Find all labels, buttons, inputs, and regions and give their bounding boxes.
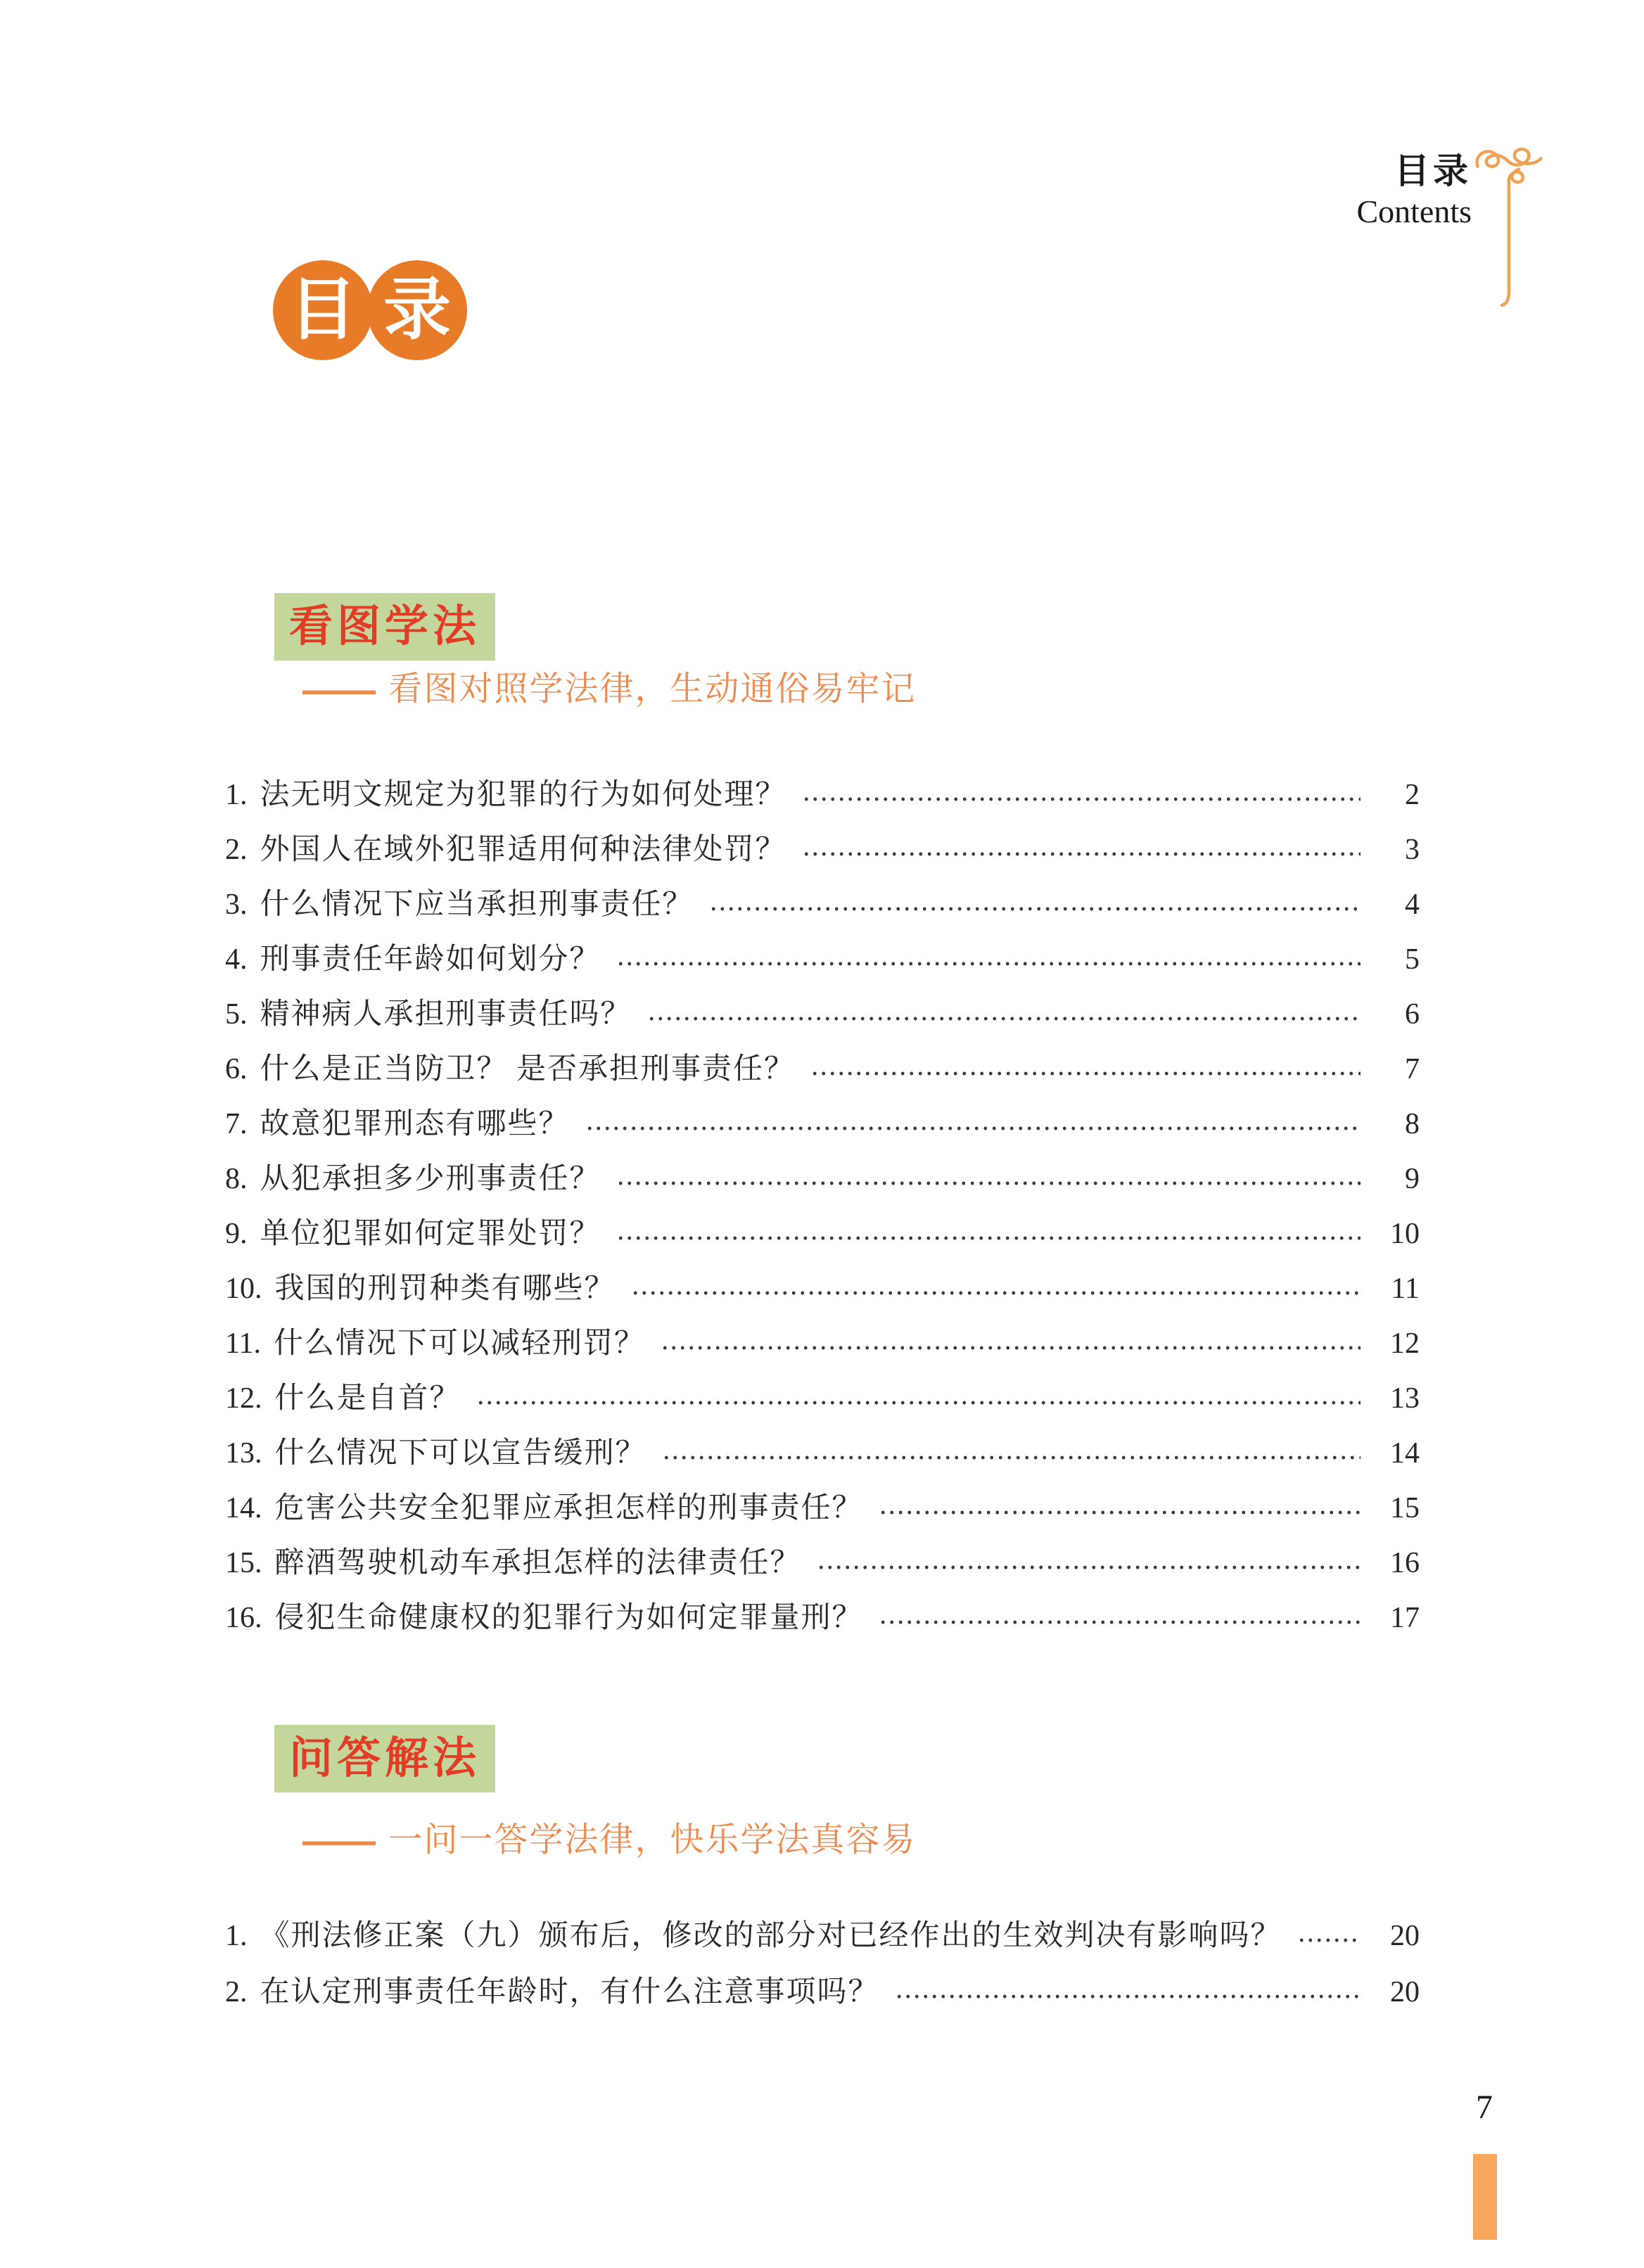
dot-leader <box>879 1508 1361 1517</box>
entry-number: 3. <box>225 888 248 921</box>
entry-title: 什么情况下应当承担刑事责任？ <box>260 888 694 921</box>
entry-page-number: 6 <box>1405 998 1420 1031</box>
toc-entry <box>225 877 1420 932</box>
entry-title: 我国的刑罚种类有哪些？ <box>274 1272 616 1305</box>
toc-entry <box>225 932 1420 987</box>
section-1-subtitle: 看图对照学法律，生动通俗易牢记 <box>388 670 917 708</box>
entry-number: 6. <box>225 1052 248 1085</box>
folio-bar <box>1473 2154 1497 2240</box>
dot-leader <box>802 794 1361 804</box>
dot-leader <box>616 959 1361 969</box>
entry-page-number: 17 <box>1390 1601 1420 1634</box>
section-2-heading-box <box>274 1725 495 1792</box>
toc-entry <box>225 1042 1420 1097</box>
section-1-heading-box <box>274 593 495 661</box>
entry-number: 2. <box>225 1975 248 2008</box>
entry-title: 危害公共安全犯罪应承担怎样的刑事责任？ <box>274 1491 863 1524</box>
entry-number: 9. <box>225 1217 248 1250</box>
toc-entry <box>225 1316 1420 1371</box>
badge-char-2: 录 <box>383 272 451 348</box>
entry-number: 8. <box>225 1162 248 1195</box>
entry-title: 什么是正当防卫？ 是否承担刑事责任？ <box>260 1052 796 1085</box>
dot-leader <box>817 1562 1361 1572</box>
section-1-subtitle-row <box>302 668 916 711</box>
entry-page-number: 7 <box>1405 1052 1420 1085</box>
corner-title-zh: 目录 <box>1394 151 1472 191</box>
toc-entry <box>225 822 1420 877</box>
entry-title: 什么是自首？ <box>274 1382 461 1415</box>
toc-entry <box>225 1426 1420 1481</box>
entry-page-number: 3 <box>1405 833 1420 866</box>
entry-page-number: 20 <box>1390 1975 1420 2008</box>
entry-number: 4. <box>225 943 248 976</box>
entry-title: 法无明文规定为犯罪的行为如何处理？ <box>260 778 786 811</box>
entry-title: 醉酒驾驶机动车承担怎样的法律责任？ <box>274 1546 801 1579</box>
entry-title: 外国人在域外犯罪适用何种法律处罚？ <box>260 833 786 866</box>
toc-entry <box>225 1964 1420 2020</box>
entry-page-number: 15 <box>1390 1491 1420 1524</box>
entry-title: 什么情况下可以宣告缓刑？ <box>274 1436 646 1470</box>
entry-title: 从犯承担多少刑事责任？ <box>260 1162 601 1195</box>
toc-entry <box>225 1097 1420 1152</box>
dot-leader <box>709 904 1361 914</box>
dot-leader <box>802 849 1361 859</box>
entry-page-number: 9 <box>1405 1162 1420 1195</box>
section-2-subtitle: 一问一答学法律，快乐学法真容易 <box>388 1821 917 1859</box>
entry-title: 故意犯罪刑态有哪些？ <box>260 1107 570 1140</box>
toc-entry <box>225 1261 1420 1316</box>
dot-leader <box>631 1288 1361 1298</box>
entry-page-number: 14 <box>1390 1436 1420 1470</box>
entry-title: 什么情况下可以减轻刑罚？ <box>273 1327 645 1360</box>
entry-number: 1. <box>225 778 248 811</box>
dot-leader <box>662 1453 1361 1463</box>
folio-number: 7 <box>1476 2089 1493 2126</box>
entry-title: 在认定刑事责任年龄时，有什么注意事项吗？ <box>260 1975 879 2008</box>
badge-circle-1 <box>273 260 373 360</box>
toc-entry <box>225 1591 1420 1645</box>
entry-page-number: 2 <box>1405 778 1420 811</box>
entry-page-number: 10 <box>1390 1217 1420 1250</box>
dot-leader <box>879 1617 1361 1627</box>
toc-entry <box>225 1908 1420 1964</box>
entry-title: 刑事责任年龄如何划分？ <box>260 943 601 976</box>
dot-leader <box>616 1233 1361 1243</box>
toc-entry <box>225 1481 1420 1536</box>
flourish-icon <box>1474 141 1546 308</box>
dot-leader <box>585 1123 1361 1133</box>
corner-header <box>1356 153 1472 228</box>
entry-title: 侵犯生命健康权的犯罪行为如何定罪量刑？ <box>274 1601 863 1634</box>
entry-number: 15. <box>225 1546 262 1579</box>
entry-number: 13. <box>225 1436 262 1470</box>
entry-number: 5. <box>225 998 248 1031</box>
toc-entry <box>225 1152 1420 1206</box>
toc-entry <box>225 1371 1420 1426</box>
entry-page-number: 11 <box>1391 1272 1420 1305</box>
section-2-heading: 问答解法 <box>288 1734 480 1783</box>
entry-page-number: 20 <box>1390 1919 1420 1952</box>
toc-entry <box>225 1536 1420 1591</box>
section-1-entry-list <box>225 767 1420 1645</box>
entry-number: 12. <box>225 1382 262 1415</box>
entry-number: 11. <box>225 1327 261 1360</box>
entry-number: 10. <box>225 1272 262 1305</box>
entry-title: 精神病人承担刑事责任吗？ <box>260 998 632 1031</box>
entry-number: 7. <box>225 1107 248 1140</box>
section-1-heading: 看图学法 <box>288 602 480 651</box>
badge-char-1: 目 <box>289 272 357 348</box>
toc-badge <box>273 260 467 360</box>
subtitle-dash: —— <box>302 667 371 711</box>
dot-leader <box>661 1343 1361 1353</box>
dot-leader <box>616 1178 1361 1188</box>
entry-title: 单位犯罪如何定罪处罚？ <box>260 1217 601 1250</box>
dot-leader <box>476 1398 1361 1408</box>
entry-page-number: 12 <box>1390 1327 1420 1360</box>
entry-number: 2. <box>225 833 248 866</box>
subtitle-dash: —— <box>302 1818 371 1862</box>
entry-page-number: 5 <box>1405 943 1420 976</box>
dot-leader <box>810 1069 1361 1078</box>
toc-entry <box>225 987 1420 1042</box>
dot-leader <box>895 1992 1361 2001</box>
entry-page-number: 4 <box>1405 888 1420 921</box>
entry-page-number: 13 <box>1390 1382 1420 1415</box>
dot-leader <box>1297 1935 1361 1945</box>
toc-entry <box>225 767 1420 822</box>
dot-leader <box>647 1014 1361 1024</box>
badge-circle-2 <box>367 260 467 360</box>
section-2-subtitle-row <box>302 1819 916 1861</box>
toc-entry <box>225 1206 1420 1261</box>
entry-page-number: 8 <box>1405 1107 1420 1140</box>
entry-page-number: 16 <box>1390 1546 1420 1579</box>
entry-title: 《刑法修正案（九）颁布后，修改的部分对已经作出的生效判决有影响吗？ <box>260 1919 1282 1952</box>
entry-number: 14. <box>225 1491 262 1524</box>
corner-title-en: Contents <box>1356 193 1472 229</box>
entry-number: 16. <box>225 1601 262 1634</box>
section-2-entry-list <box>225 1908 1420 2020</box>
entry-number: 1. <box>225 1919 248 1952</box>
